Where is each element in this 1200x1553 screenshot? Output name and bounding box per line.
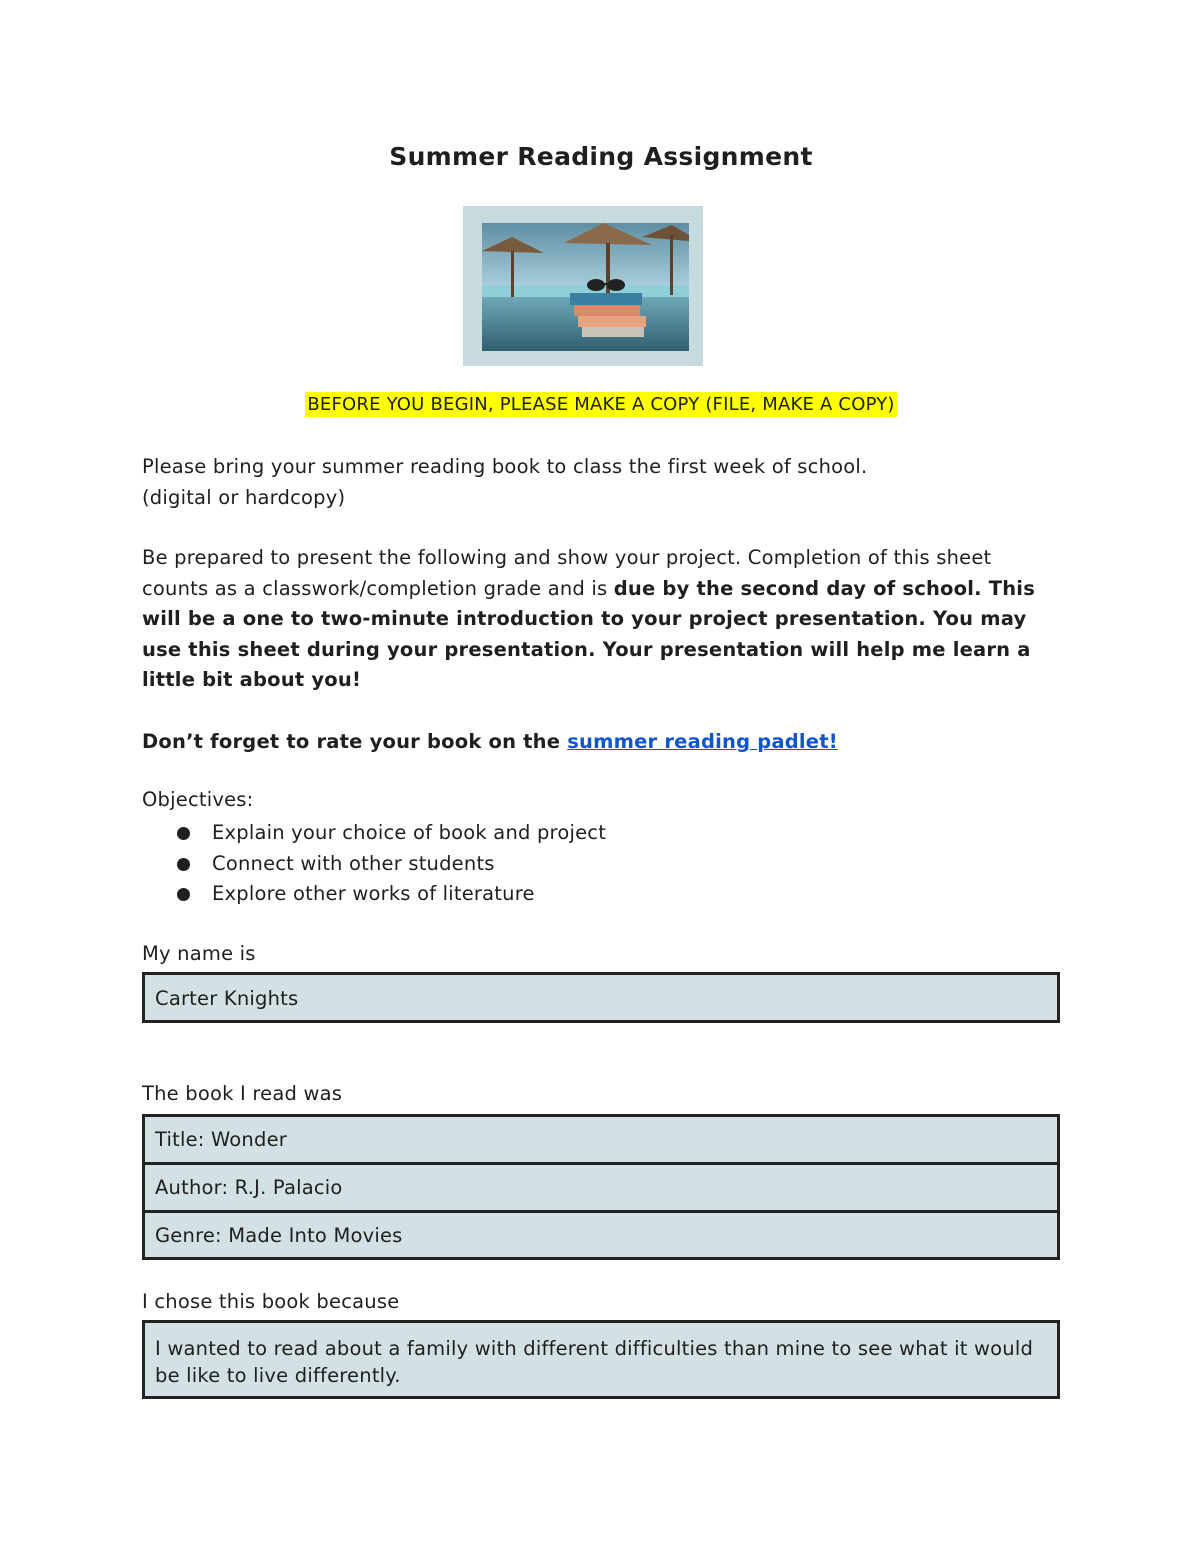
name-value[interactable]: Carter Knights [155,987,299,1010]
book-title-cell[interactable]: Title: Wonder [145,1117,1057,1165]
objective-text: Explore other works of literature [212,882,535,905]
objectives-list [142,818,606,910]
reason-label: I chose this book because [142,1290,400,1313]
objective-text: Connect with other students [212,851,495,875]
book-table [142,1114,1060,1260]
bring-book-line-2: (digital or hardcopy) [142,485,346,509]
bullet-icon [177,888,190,901]
objective-text: Explain your choice of book and project [212,821,607,844]
list-item [142,849,606,880]
list-item [142,818,606,849]
bullet-icon [177,827,190,840]
name-label: My name is [142,942,256,965]
bring-book-line-1: Please bring your summer reading book to class the first week of school. [142,455,868,478]
beach-books-image [463,206,703,366]
name-field[interactable] [142,972,1060,1023]
page-title: Summer Reading Assignment [389,142,813,171]
book-label: The book I read was [142,1082,343,1105]
beach-books-illustration [482,223,689,351]
objectives-label: Objectives: [142,788,254,811]
padlet-link[interactable]: summer reading padlet! [567,730,838,753]
presentation-intro: Be prepared to present the following and show your project. Completion of this sheet counts as a classwork/completion grade and is [142,546,992,600]
padlet-paragraph [142,727,1047,758]
bring-book-paragraph [142,452,1047,513]
book-author-cell[interactable]: Author: R.J. Palacio [145,1165,1057,1213]
presentation-due-text: due by the second day of school. This will be a one to two-minute introduction to your project presentation. You may use this sheet during your presentation. Your presentation will help me learn a little bit about you! [142,576,1035,691]
list-item [142,879,606,910]
presentation-paragraph [142,543,1047,696]
book-genre-cell[interactable]: Genre: Made Into Movies [155,1224,403,1247]
copy-notice [142,394,1060,415]
bullet-icon [177,858,190,871]
copy-notice-text: BEFORE YOU BEGIN, PLEASE MAKE A COPY (FILE, MAKE A COPY) [307,394,895,415]
reason-value[interactable]: I wanted to read about a family with different difficulties than mine to see what it would be like to live differently. [155,1337,1034,1387]
padlet-prefix: Don’t forget to rate your book on the [142,730,568,753]
reason-field[interactable] [142,1320,1060,1399]
